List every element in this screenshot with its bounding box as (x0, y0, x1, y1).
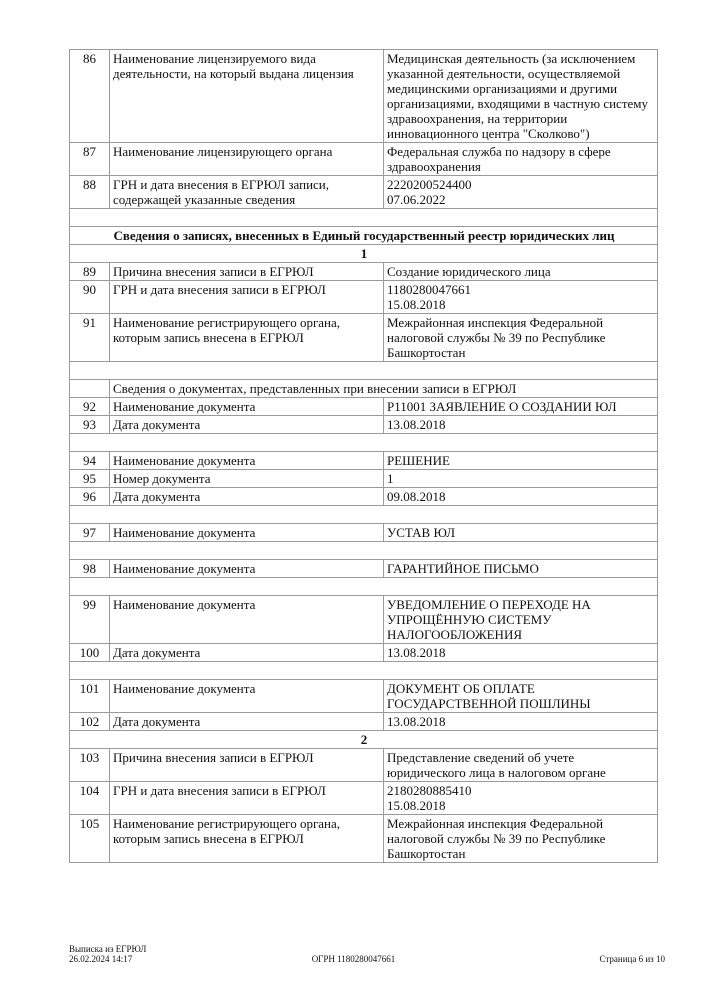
row-number: 87 (70, 143, 110, 176)
table-row (70, 470, 658, 488)
row-label: ГРН и дата внесения в ЕГРЮЛ записи, содержащей указанные сведения (110, 176, 384, 209)
spacer-row (70, 542, 658, 560)
row-number: 98 (70, 560, 110, 578)
spacer-cell (70, 542, 658, 560)
row-value (384, 596, 658, 644)
row-value-line: 1180280047661 (387, 282, 472, 297)
spacer-cell (70, 578, 658, 596)
footer-datetime: 26.02.2024 14:17 (69, 954, 133, 964)
row-number: 94 (70, 452, 110, 470)
row-number: 96 (70, 488, 110, 506)
row-value-line: Межрайонная инспекция Федеральной налоговой службы № 39 по Республике Башкортостан (387, 816, 606, 861)
egrul-table (69, 49, 658, 863)
table-row (70, 488, 658, 506)
footer-doc-name: Выписка из ЕГРЮЛ (69, 944, 147, 954)
row-value-line: ДОКУМЕНТ ОБ ОПЛАТЕ ГОСУДАРСТВЕННОЙ ПОШЛИНЫ (387, 681, 591, 711)
row-label: Дата документа (110, 644, 384, 662)
row-label: Наименование документа (110, 524, 384, 542)
row-value (384, 680, 658, 713)
row-value (384, 452, 658, 470)
spacer-row (70, 506, 658, 524)
row-label: ГРН и дата внесения записи в ЕГРЮЛ (110, 281, 384, 314)
spacer-cell (70, 662, 658, 680)
table-row (70, 176, 658, 209)
row-value-line: УСТАВ ЮЛ (387, 525, 456, 540)
row-value (384, 524, 658, 542)
row-number: 86 (70, 50, 110, 143)
row-value (384, 470, 658, 488)
section-header-text: 1 (70, 245, 658, 263)
footer-ogrn: ОГРН 1180280047661 (311, 954, 396, 964)
row-value-line: 15.08.2018 (387, 798, 446, 813)
row-value-line: Представление сведений об учете юридического лица в налоговом органе (387, 750, 606, 780)
row-value-line: ГАРАНТИЙНОЕ ПИСЬМО (387, 561, 539, 576)
table-row (70, 263, 658, 281)
row-label: Дата документа (110, 488, 384, 506)
row-value (384, 263, 658, 281)
row-number: 104 (70, 782, 110, 815)
row-number: 100 (70, 644, 110, 662)
spacer-row (70, 662, 658, 680)
spacer-cell (70, 209, 658, 227)
row-value-line: Создание юридического лица (387, 264, 551, 279)
footer-page-number: Страница 6 из 10 (599, 954, 665, 964)
row-number: 89 (70, 263, 110, 281)
spacer-row (70, 209, 658, 227)
row-value (384, 176, 658, 209)
table-row (70, 680, 658, 713)
row-label: Наименование регистрирующего органа, которым запись внесена в ЕГРЮЛ (110, 815, 384, 863)
row-label: Наименование документа (110, 680, 384, 713)
row-value-line: УВЕДОМЛЕНИЕ О ПЕРЕХОДЕ НА УПРОЩЁННУЮ СИСТЕМУ НАЛОГООБЛОЖЕНИЯ (387, 597, 591, 642)
table-row (70, 596, 658, 644)
table-row (70, 644, 658, 662)
row-value-line: 13.08.2018 (387, 645, 446, 660)
spacer-row (70, 434, 658, 452)
row-value (384, 314, 658, 362)
table-row (70, 143, 658, 176)
spacer-cell (70, 362, 658, 380)
row-value (384, 143, 658, 176)
row-value (384, 281, 658, 314)
table-row (70, 398, 658, 416)
row-number: 102 (70, 713, 110, 731)
row-label: Наименование документа (110, 452, 384, 470)
section-header (70, 227, 658, 245)
row-label: Номер документа (110, 470, 384, 488)
row-value (384, 713, 658, 731)
row-value-line: 2180280885410 (387, 783, 472, 798)
row-label: Дата документа (110, 713, 384, 731)
row-number: 93 (70, 416, 110, 434)
row-value (384, 416, 658, 434)
row-value-line: Р11001 ЗАЯВЛЕНИЕ О СОЗДАНИИ ЮЛ (387, 399, 617, 414)
section-header-text: 2 (70, 731, 658, 749)
row-number: 97 (70, 524, 110, 542)
row-label: Причина внесения записи в ЕГРЮЛ (110, 749, 384, 782)
row-value-line: Медицинская деятельность (за исключением указанной деятельности, осуществляемой медицинскими организациями и другими организациями, входящими в частную систему здравоохранения, на территории инновационного центра "Сколково") (387, 51, 649, 141)
section-header-text: Сведения о записях, внесенных в Единый государственный реестр юридических лиц (70, 227, 658, 245)
section-header (70, 245, 658, 263)
table-row (70, 560, 658, 578)
row-value-line: 13.08.2018 (387, 417, 446, 432)
row-number: 99 (70, 596, 110, 644)
spacer-row (70, 578, 658, 596)
subsection-number-cell (70, 380, 110, 398)
table-row (70, 452, 658, 470)
spacer-cell (70, 434, 658, 452)
row-label: Наименование регистрирующего органа, которым запись внесена в ЕГРЮЛ (110, 314, 384, 362)
row-value-line: Межрайонная инспекция Федеральной налоговой службы № 39 по Республике Башкортостан (387, 315, 606, 360)
table-row (70, 524, 658, 542)
row-number: 103 (70, 749, 110, 782)
row-value-line: РЕШЕНИЕ (387, 453, 450, 468)
row-label: Наименование документа (110, 596, 384, 644)
row-number: 101 (70, 680, 110, 713)
row-value-line: 07.06.2022 (387, 192, 446, 207)
row-label: ГРН и дата внесения записи в ЕГРЮЛ (110, 782, 384, 815)
row-number: 105 (70, 815, 110, 863)
row-label: Наименование документа (110, 398, 384, 416)
row-value (384, 488, 658, 506)
row-value (384, 815, 658, 863)
row-number: 88 (70, 176, 110, 209)
table-row (70, 281, 658, 314)
row-number: 95 (70, 470, 110, 488)
row-value (384, 560, 658, 578)
row-label: Причина внесения записи в ЕГРЮЛ (110, 263, 384, 281)
subsection-header (70, 380, 658, 398)
row-label: Наименование лицензируемого вида деятельности, на который выдана лицензия (110, 50, 384, 143)
table-row (70, 713, 658, 731)
row-value (384, 749, 658, 782)
table-row (70, 749, 658, 782)
row-value-line: 09.08.2018 (387, 489, 446, 504)
table-row (70, 50, 658, 143)
spacer-row (70, 362, 658, 380)
table-row (70, 782, 658, 815)
spacer-cell (70, 506, 658, 524)
row-value (384, 782, 658, 815)
table-row (70, 314, 658, 362)
table-row (70, 416, 658, 434)
row-value-line: 13.08.2018 (387, 714, 446, 729)
row-number: 90 (70, 281, 110, 314)
row-number: 92 (70, 398, 110, 416)
subsection-header-text: Сведения о документах, представленных при внесении записи в ЕГРЮЛ (110, 380, 658, 398)
row-label: Дата документа (110, 416, 384, 434)
row-value-line: 15.08.2018 (387, 297, 446, 312)
row-value-line: 1 (387, 471, 394, 486)
row-label: Наименование документа (110, 560, 384, 578)
row-number: 91 (70, 314, 110, 362)
section-header (70, 731, 658, 749)
row-value (384, 398, 658, 416)
row-value (384, 644, 658, 662)
table-row (70, 815, 658, 863)
row-value-line: Федеральная служба по надзору в сфере здравоохранения (387, 144, 611, 174)
row-value (384, 50, 658, 143)
row-value-line: 2220200524400 (387, 177, 472, 192)
egrul-table-body (70, 50, 658, 863)
row-label: Наименование лицензирующего органа (110, 143, 384, 176)
